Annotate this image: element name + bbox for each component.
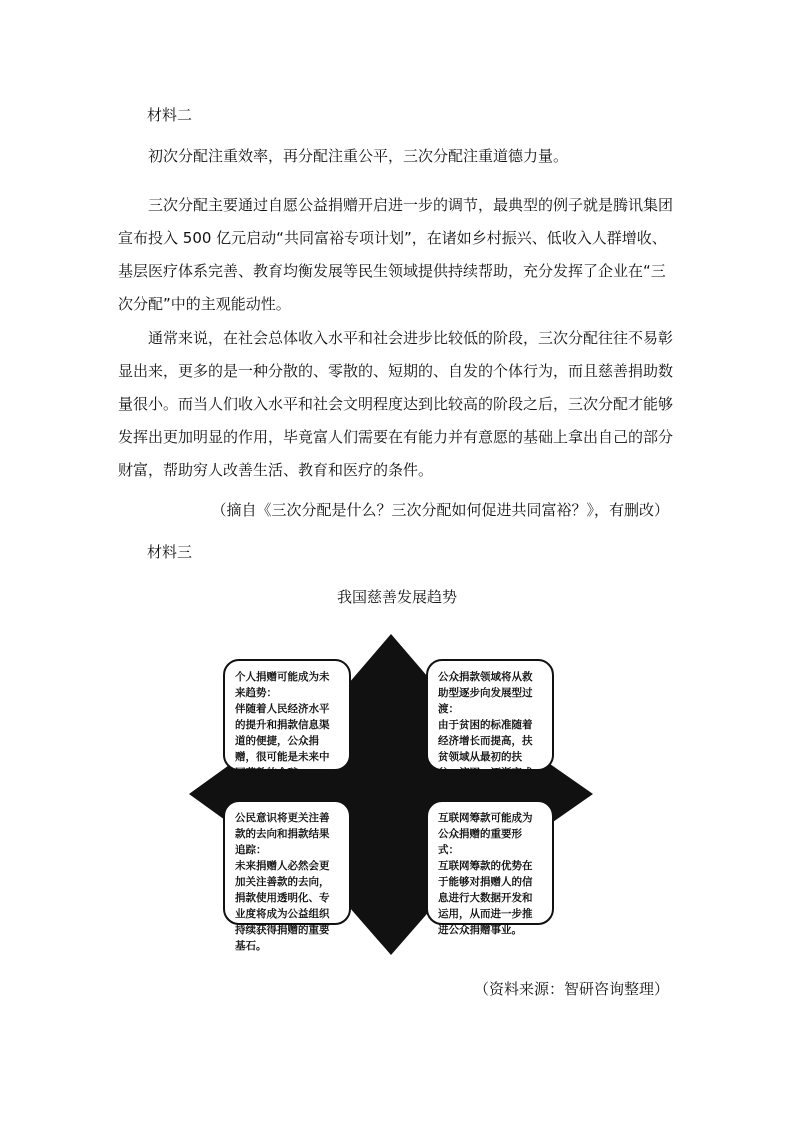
box-body: 由于贫困的标准随着经济增长而提高，扶贫领域从最初的扶贫、济困，逐渐变成社会发展。 xyxy=(438,719,533,795)
trend-figure xyxy=(188,632,594,957)
material-2-heading: 材料二 xyxy=(147,106,193,124)
material-2-source: （摘自《三次分配是什么？三次分配如何促进共同富裕？》，有删改） xyxy=(211,501,669,519)
box-heading: 互联网筹款可能成为公众捐赠的重要形式： xyxy=(438,812,533,856)
paragraph-first-line: 三次分配主要通过自愿公益捐赠开启进一步的调节，最典型的例子就是腾讯集团宣布投 xyxy=(118,196,674,247)
box-body: 未来捐赠人必然会更加关注善款的去向，捐款使用透明化、专业度将成为公益组织持续获得捐赠的重要基石。 xyxy=(235,860,330,952)
paragraph-rest: 入 500 亿元启动“共同富裕专项计划”，在诸如乡村振兴、低收入人群增收、基层医疗体系完善、教育均衡发展等民生领域提供持续帮助，充分发挥了企业在“三次分配”中的主观能动性。 xyxy=(118,229,667,313)
box-heading: 公众捐款领域将从救助型逐步向发展型过渡： xyxy=(438,671,533,715)
paragraph-rest: 更多的是一种分散的、零散的、短期的、自发的个体行为，而且慈善捐助数量很小。而当人们收入水平和社会文明程度达到比较高的阶段之后，三次分配才能够发挥出更加明显的作用，毕竟富人们需要在有能力并有意愿的基础上拿出自己的部分财富，帮助穷人改善生活、教育和医疗的条件。 xyxy=(118,362,674,479)
trend-box-individual-donation xyxy=(223,659,351,779)
paragraph-text: 初次分配注重效率，再分配注重公平，三次分配注重道德力量。 xyxy=(148,147,569,165)
trend-box-civic-awareness xyxy=(223,800,351,952)
figure-title: 我国慈善发展趋势 xyxy=(336,588,457,606)
paragraph-first-line: 通常来说，在社会总体收入水平和社会进步比较低的阶段，三次分配往往不易彰显出来， xyxy=(118,329,674,380)
box-heading: 个人捐赠可能成为未来趋势： xyxy=(235,671,330,699)
box-body: 互联网筹款的优势在于能够对捐赠人的信息进行大数据开发和运用，从而进一步推进公众捐赠事业。 xyxy=(438,860,533,936)
box-heading: 公民意识将更关注善款的去向和捐款结果追踪： xyxy=(235,812,330,856)
material-3-source: （资料来源：智研咨询整理） xyxy=(473,980,669,998)
box-body: 伴随着人民经济水平的提升和捐款信息渠道的便捷，公众捐赠，很可能是未来中国募款的金矿。 xyxy=(235,703,330,779)
material-2-paragraph-2 xyxy=(118,189,678,321)
material-3-heading: 材料三 xyxy=(147,543,193,561)
material-2-paragraph-3 xyxy=(118,322,678,487)
trend-box-public-donation-field xyxy=(426,659,554,795)
trend-box-internet-fundraising xyxy=(426,800,554,936)
material-2-paragraph-1 xyxy=(118,140,678,173)
